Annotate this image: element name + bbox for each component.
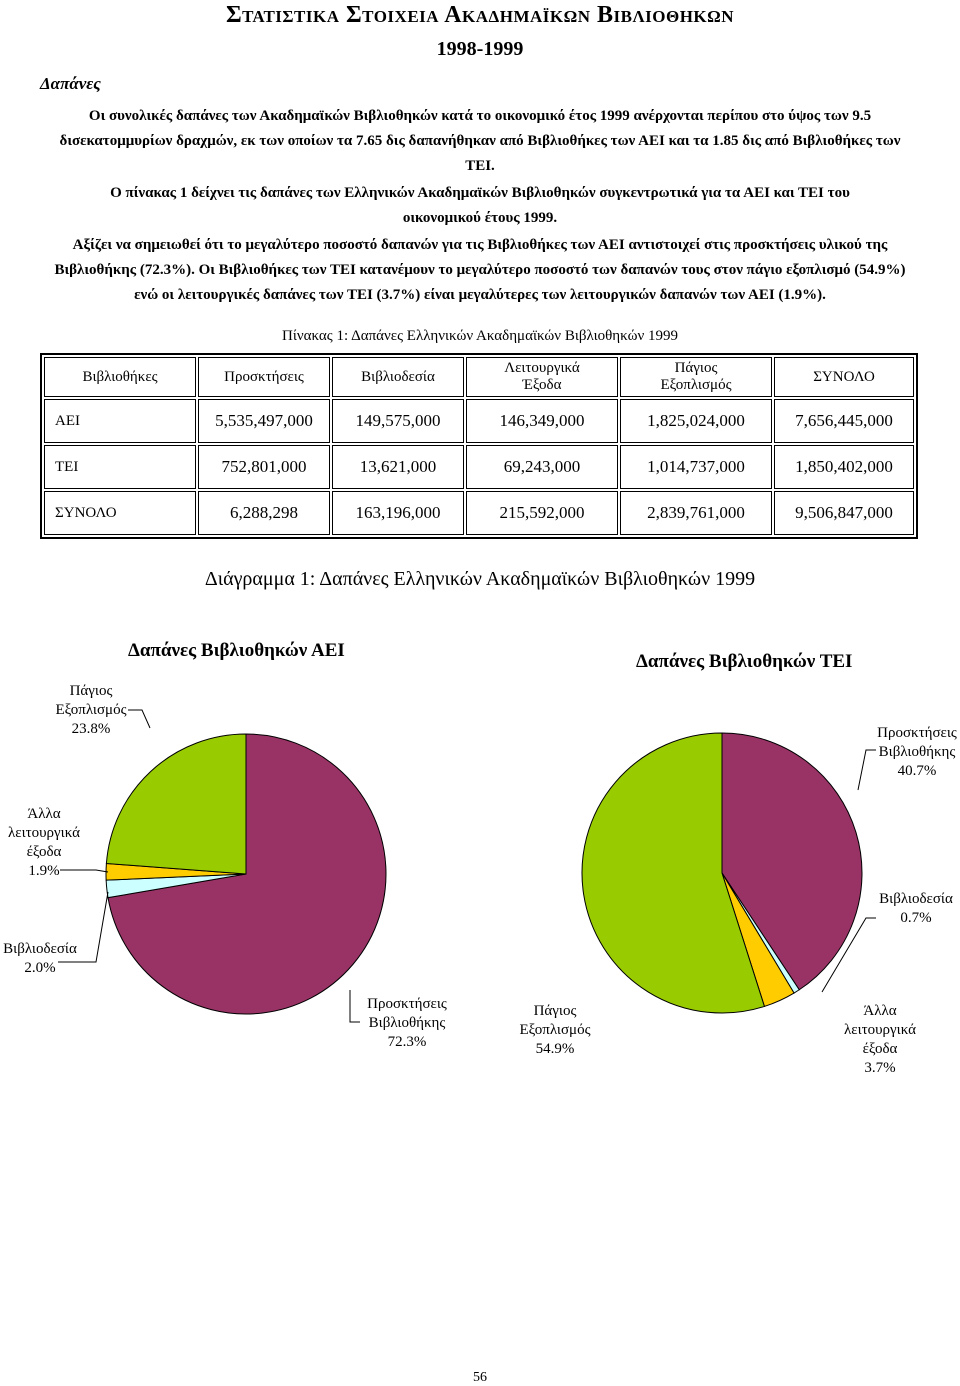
label-line: Βιβλιοδεσία bbox=[3, 941, 77, 957]
table-cell: 163,196,000 bbox=[332, 491, 464, 535]
pie-label-aei-equipment bbox=[50, 682, 132, 739]
page-number: 56 bbox=[473, 1370, 487, 1385]
page-title: Στατιστικα Στοιχεια Ακαδημαϊκων Βιβλιοθηκων bbox=[225, 2, 735, 28]
label-line: λειτουργικά bbox=[844, 1022, 916, 1038]
label-line: 3.7% bbox=[864, 1060, 896, 1076]
pie-label-aei-operating bbox=[2, 805, 86, 881]
table-cell: 1,850,402,000 bbox=[774, 445, 914, 489]
row-label: ΣΥΝΟΛΟ bbox=[44, 491, 196, 535]
label-line: Βιβλιοθήκης bbox=[878, 744, 956, 760]
pie-label-tei-equipment bbox=[508, 1002, 602, 1059]
paragraph-line: Ο πίνακας 1 δείχνει τις δαπάνες των Ελληνικών Ακαδημαϊκών Βιβλιοθηκών συγκεντρωτικά για τα ΑΕΙ και ΤΕΙ του bbox=[110, 185, 850, 201]
label-line: Προσκτήσεις bbox=[877, 725, 957, 741]
label-line: έξοδα bbox=[26, 844, 62, 860]
label-line: 54.9% bbox=[535, 1041, 575, 1057]
paragraph-line: οικονομικού έτους 1999. bbox=[402, 210, 558, 226]
label-line: Άλλα bbox=[27, 806, 61, 822]
pie-chart-aei bbox=[106, 734, 386, 1014]
header-line: Έξοδα bbox=[522, 377, 562, 393]
label-line: 72.3% bbox=[387, 1034, 427, 1050]
table-cell: 1,014,737,000 bbox=[620, 445, 772, 489]
paragraph-line: Βιβλιοθήκης (72.3%). Οι Βιβλιοθήκες των ΤΕΙ κατανέμουν το μεγαλύτερο ποσοστό των δαπανών τους στον πάγιο εξοπλισμό (54.9%) bbox=[54, 262, 906, 278]
pie-title-aei: Δαπάνες Βιβλιοθηκών ΑΕΙ bbox=[128, 640, 345, 661]
pie-title-tei: Δαπάνες Βιβλιοθηκών ΤΕΙ bbox=[636, 651, 853, 672]
table-cell: 215,592,000 bbox=[466, 491, 618, 535]
table-cell: 752,801,000 bbox=[198, 445, 330, 489]
label-line: Προσκτήσεις bbox=[367, 996, 447, 1012]
label-line: Βιβλιοδεσία bbox=[879, 891, 953, 907]
table-cell: 6,288,298 bbox=[198, 491, 330, 535]
table-caption: Πίνακας 1: Δαπάνες Ελληνικών Ακαδημαϊκών Βιβλιοθηκών 1999 bbox=[282, 328, 678, 344]
pie-label-aei-acquisitions bbox=[362, 995, 452, 1052]
pie-chart-tei bbox=[582, 733, 862, 1013]
pie-label-tei-operating bbox=[834, 1002, 926, 1078]
paragraph-line: Αξίζει να σημειωθεί ότι το μεγαλύτερο ποσοστό δαπανών για τις Βιβλιοθήκες των ΑΕΙ αντιστοιχεί στις προσκτήσεις υλικού της bbox=[72, 237, 888, 253]
label-line: Άλλα bbox=[863, 1003, 897, 1019]
label-line: Εξοπλισμός bbox=[55, 702, 127, 718]
table-cell: 149,575,000 bbox=[332, 399, 464, 443]
label-line: Πάγιος bbox=[69, 683, 113, 699]
page-subtitle: 1998-1999 bbox=[436, 38, 524, 60]
pie-label-tei-acquisitions bbox=[874, 724, 960, 781]
label-line: 0.7% bbox=[900, 910, 932, 926]
table-cell: 9,506,847,000 bbox=[774, 491, 914, 535]
pie-label-aei-binding bbox=[0, 940, 80, 978]
table-cell: 69,243,000 bbox=[466, 445, 618, 489]
table-header: Βιβλιοθήκες bbox=[44, 357, 196, 397]
pie-slice-aei-equipment bbox=[106, 734, 246, 874]
row-label: ΑΕΙ bbox=[44, 399, 196, 443]
table-header: Βιβλιοδεσία bbox=[332, 357, 464, 397]
header-line: Εξοπλισμός bbox=[660, 377, 732, 393]
label-line: 23.8% bbox=[71, 721, 111, 737]
header-line: Πάγιος bbox=[674, 360, 718, 376]
paragraph-line: ενώ οι λειτουργικές δαπάνες των ΤΕΙ (3.7%) είναι μεγαλύτερες των λειτουργικών δαπανών των ΑΕΙ (1.9%). bbox=[134, 287, 826, 303]
paragraph-line: ΤΕΙ. bbox=[465, 158, 495, 174]
leader-line bbox=[350, 990, 360, 1022]
section-heading: Δαπάνες bbox=[40, 74, 101, 93]
label-line: 2.0% bbox=[24, 960, 56, 976]
table-cell: 7,656,445,000 bbox=[774, 399, 914, 443]
label-line: λειτουργικά bbox=[8, 825, 80, 841]
label-line: Πάγιος bbox=[533, 1003, 577, 1019]
table-header: Προσκτήσεις bbox=[198, 357, 330, 397]
row-label: ΤΕΙ bbox=[44, 445, 196, 489]
table-cell: 2,839,761,000 bbox=[620, 491, 772, 535]
paragraph-line: Οι συνολικές δαπάνες των Ακαδημαϊκών Βιβλιοθηκών κατά το οικονομικό έτος 1999 ανέρχονται περίπου στο ύψος των 9.5 bbox=[88, 108, 872, 124]
label-line: 40.7% bbox=[897, 763, 937, 779]
diagram-title: Διάγραμμα 1: Δαπάνες Ελληνικών Ακαδημαϊκών Βιβλιοθηκών 1999 bbox=[204, 568, 756, 590]
pie-label-tei-binding bbox=[874, 890, 958, 928]
label-line: Εξοπλισμός bbox=[519, 1022, 591, 1038]
table-cell: 13,621,000 bbox=[332, 445, 464, 489]
paragraph-line: δισεκατομμυρίων δραχμών, εκ των οποίων τα 7.65 δις δαπανήθηκαν από Βιβλιοθήκες των ΑΕΙ και τα 1.85 δις από Βιβλιοθήκες των bbox=[59, 133, 901, 149]
label-line: έξοδα bbox=[862, 1041, 898, 1057]
table-header: ΣΥΝΟΛΟ bbox=[774, 357, 914, 397]
label-line: 1.9% bbox=[28, 863, 60, 879]
header-line: Λειτουργικά bbox=[504, 360, 580, 376]
label-line: Βιβλιοθήκης bbox=[368, 1015, 446, 1031]
table-cell: 1,825,024,000 bbox=[620, 399, 772, 443]
table-cell: 146,349,000 bbox=[466, 399, 618, 443]
table-cell: 5,535,497,000 bbox=[198, 399, 330, 443]
